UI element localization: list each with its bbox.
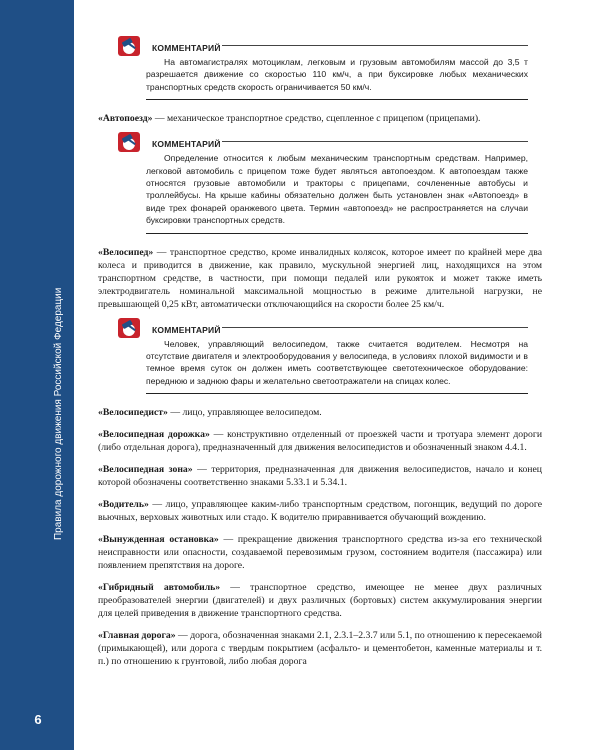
definition-term: «Водитель»: [98, 499, 149, 511]
definition-text: — конструктивно отделенный от проезжей части и тротуара элемент дороги (либо отдельная дорога), предназначенный для движения велосипедистов и обозначенный знаком 4.4.1.: [98, 429, 542, 454]
comment-header: [146, 320, 528, 336]
side-title: Правила дорожного движения Российской Федерации: [53, 287, 64, 540]
comment-label: КОММЕНТАРИЙ: [152, 324, 221, 335]
definition-text: — механическое транспортное средство, сцепленное с прицепом (прицепами).: [152, 113, 481, 125]
definition-term: «Гибридный автомобиль»: [98, 582, 221, 594]
definition: [98, 406, 542, 419]
comment-header: [146, 38, 528, 54]
comment-label: КОММЕНТАРИЙ: [152, 139, 221, 150]
comment-box: [146, 134, 528, 233]
definition: [98, 629, 542, 668]
definition-term: «Вынужденная остановка»: [98, 534, 219, 546]
definition-text: — дорога, обозначенная знаками 2.1, 2.3.1–2.3.7 или 5.1, по отношению к пересекаемой (примыкающей), или дорога с твердым покрытием (асфальто- и цементобетон, каменные материалы и т. п.) по отношению к грунтовой, либо любая дорога: [98, 630, 542, 668]
definition-term: «Велосипедная зона»: [98, 464, 193, 476]
page-number: 6: [34, 712, 42, 727]
definition: [98, 533, 542, 572]
gavel-icon: [118, 318, 140, 338]
definition: [98, 112, 542, 125]
comment-header: [146, 134, 528, 150]
comment-text: Определение относится к любым механическим транспортным средствам. Например, легковой автомобиль с прицепом тоже будет являться автопоездом. К автопоездам также относятся грузовые автомобили и тракторы с прицепами, сочлененные автобусы и троллейбусы. На крыше кабины обязательно должен быть установлен знак «Автопоезд» в виде трех фонарей оранжевого цвета. Термин «автопоезд» не распространяется на случаи буксировки транспортных средств.: [146, 153, 528, 226]
page-content: [98, 38, 542, 677]
comment-box: [146, 320, 528, 395]
gavel-icon: [118, 132, 140, 152]
definition: [98, 498, 542, 524]
definition-text: — лицо, управляющее каким-либо транспортным средством, погонщик, ведущий по дороге вьючных, верховых животных или стадо. К водителю приравнивается обучающий вождению.: [98, 499, 542, 524]
definition-term: «Велосипедная дорожка»: [98, 429, 210, 441]
definition-term: «Велосипед»: [98, 246, 154, 258]
comment-text: Человек, управляющий велосипедом, также считается водителем. Несмотря на отсутствие двигателя и электрооборудования у велосипеда, в условиях плохой видимости и в темное время суток он должен иметь соответствующее светотехническое оборудование: переднюю и заднюю фары и желательно светоотражатели на спицах колес.: [146, 338, 528, 386]
definition-text: — лицо, управляющее велосипедом.: [167, 407, 322, 419]
definition-term: «Главная дорога»: [98, 630, 176, 642]
definition-text: — транспортное средство, имеющее не менее двух различных преобразователей энергии (двигателей) и двух различных (бортовых) систем аккумулирования энергии для целей приведения в движение транспортного средства.: [98, 582, 542, 620]
definition-text: — территория, предназначенная для движения велосипедистов, начало и конец которой обозначены соответственно знаками 5.33.1 и 5.34.1.: [98, 464, 542, 489]
definition: [98, 246, 542, 311]
comment-text: На автомагистралях мотоциклам, легковым и грузовым автомобилям массой до 3,5 т разрешается движение со скоростью 110 км/ч, а при буксировке любых механических транспортных средств скорость ограничивается 50 км/ч.: [146, 57, 528, 92]
definition: [98, 581, 542, 620]
definition-term: «Велосипедист»: [98, 407, 168, 419]
definition: [98, 463, 542, 489]
definition-text: — транспортное средство, кроме инвалидных колясок, которое имеет по крайней мере два колеса и приводится в движение, как правило, мускульной энергией лиц, находящихся на этом транспортном средстве, в частности, при помощи педалей или рукояток и может также иметь электродвигатель номинальной максимальной мощностью в режиме длительной нагрузки, не превышающей 0,25 кВт, автоматически отключающийся на скорости более 25 км/ч.: [98, 246, 542, 310]
definition: [98, 428, 542, 454]
definition-term: «Автопоезд»: [98, 113, 153, 125]
comment-box: [146, 38, 528, 100]
gavel-icon: [118, 36, 140, 56]
comment-label: КОММЕНТАРИЙ: [152, 43, 221, 53]
definition-text: — прекращение движения транспортного средства из-за его технической неисправности или опасности, создаваемой перевозимым грузом, состоянием водителя (пассажира) или появлением препятствия на дороге.: [98, 534, 542, 572]
